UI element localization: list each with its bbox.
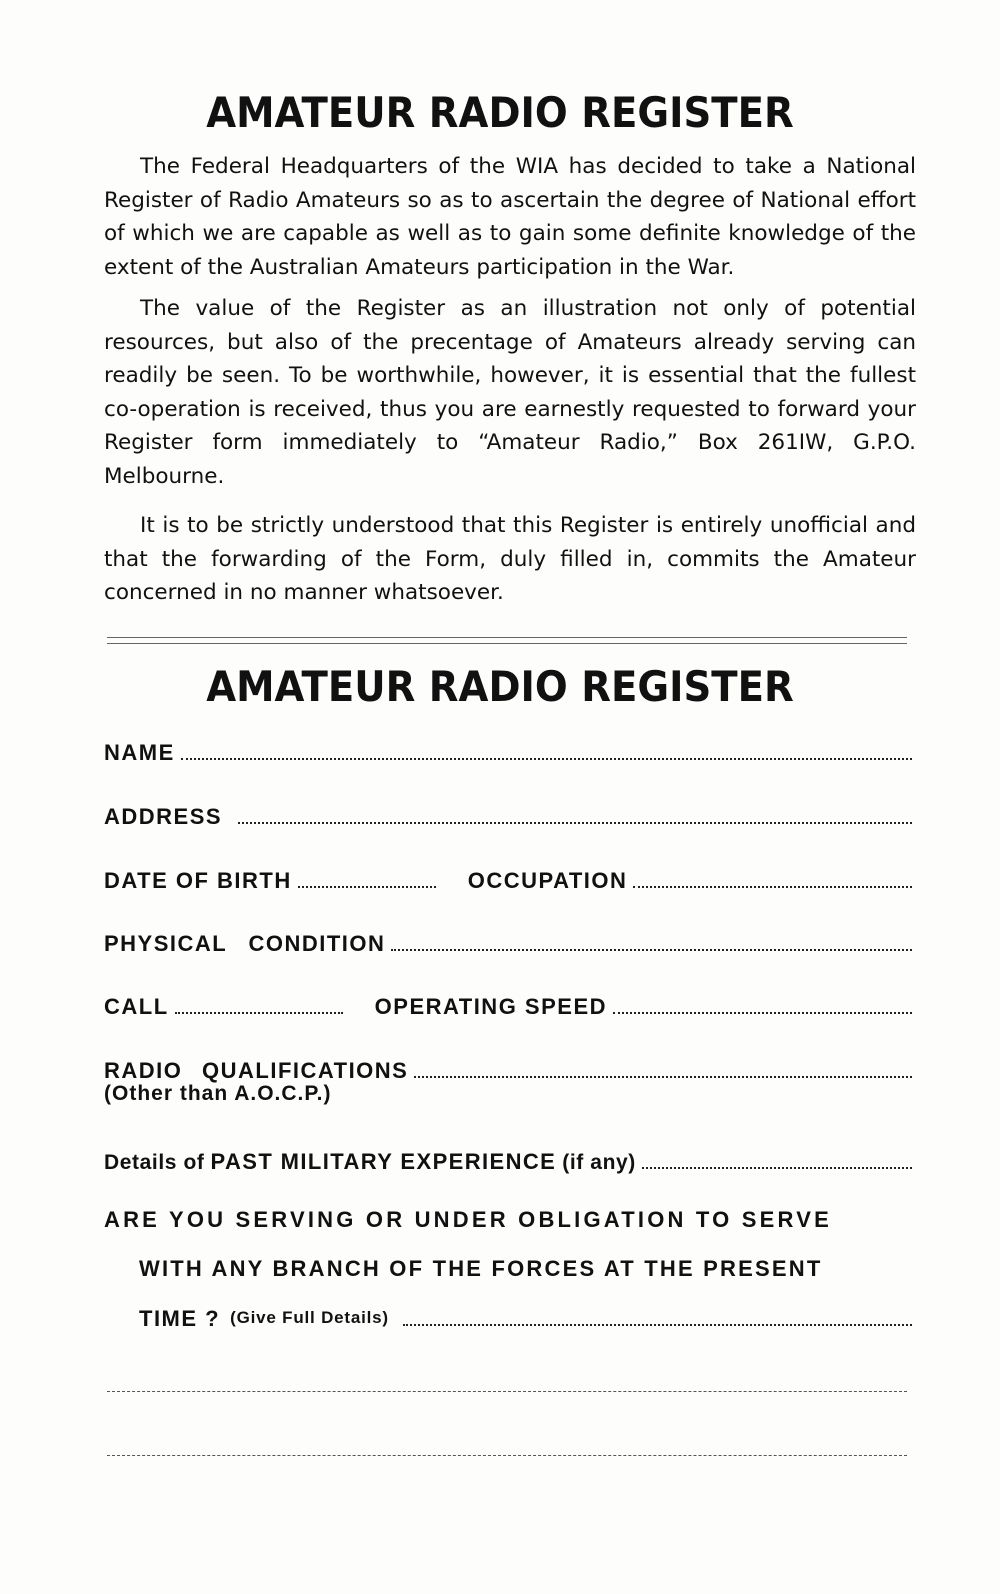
- physical-condition-field[interactable]: [104, 921, 916, 957]
- operating-speed-label: OPERATING SPEED: [374, 994, 608, 1019]
- serving-question-line-3: TIME ?: [139, 1306, 221, 1331]
- name-blank[interactable]: [181, 758, 912, 760]
- birth-occupation-row: [104, 858, 916, 894]
- serving-details-blank[interactable]: [403, 1324, 912, 1326]
- intro-paragraph-1: The Federal Headquarters of the WIA has decided to take a National Register of Radio Amateurs so as to ascertain the degree of National effort of which we are capable as well as to gain some definite knowledge of the extent of the Australian Amateurs participation in the War.: [104, 154, 916, 280]
- military-prefix: Details of: [104, 1151, 205, 1174]
- divider-line: [107, 643, 907, 644]
- occupation-label: OCCUPATION: [467, 868, 628, 893]
- radio-qualifications-blank[interactable]: [414, 1076, 912, 1078]
- serving-note: (Give Full Details): [230, 1308, 389, 1327]
- call-label: CALL: [104, 994, 169, 1019]
- radio-qualifications-field[interactable]: [104, 1048, 916, 1084]
- serving-details-field[interactable]: [139, 1296, 916, 1332]
- extra-answer-line-2[interactable]: [107, 1455, 907, 1456]
- military-label: PAST MILITARY EXPERIENCE: [210, 1149, 557, 1174]
- military-suffix: (if any): [562, 1151, 636, 1174]
- call-speed-row: [104, 984, 916, 1020]
- military-experience-field[interactable]: [104, 1139, 916, 1175]
- serving-question-line-2: WITH ANY BRANCH OF THE FORCES AT THE PRESENT: [139, 1256, 823, 1281]
- extra-answer-line-1[interactable]: [107, 1391, 907, 1392]
- date-of-birth-blank[interactable]: [298, 886, 436, 888]
- address-label: ADDRESS: [104, 804, 223, 829]
- address-blank[interactable]: [238, 822, 912, 824]
- name-field[interactable]: [104, 730, 916, 766]
- divider-line: [107, 637, 907, 638]
- form-title: AMATEUR RADIO REGISTER: [206, 662, 794, 711]
- date-of-birth-label: DATE OF BIRTH: [104, 868, 292, 893]
- operating-speed-blank[interactable]: [613, 1012, 912, 1014]
- serving-question-line-1: ARE YOU SERVING OR UNDER OBLIGATION TO SERVE: [104, 1207, 832, 1232]
- intro-paragraph-3: It is to be strictly understood that this Register is entirely unofficial and that the forwarding of the Form, duly filled in, commits the Amateur concerned in no manner whatsoever.: [104, 513, 916, 605]
- occupation-blank[interactable]: [633, 886, 912, 888]
- military-experience-blank[interactable]: [642, 1167, 912, 1169]
- radio-qualifications-note: (Other than A.O.C.P.): [104, 1082, 332, 1105]
- physical-condition-label: PHYSICAL CONDITION: [104, 931, 386, 956]
- call-blank[interactable]: [175, 1012, 343, 1014]
- page-title: AMATEUR RADIO REGISTER: [206, 88, 794, 137]
- intro-paragraph-2: The value of the Register as an illustration not only of potential resources, but also of the precentage of Amateurs already serving can readily be seen. To be worthwhile, however, it is essential that the fullest co-operation is received, thus you are earnestly requested to forward your Register form immediately to “Amateur Radio,” Box 261IW, G.P.O. Melbourne.: [104, 296, 916, 489]
- radio-qualifications-label: RADIO QUALIFICATIONS: [104, 1058, 409, 1083]
- name-label: NAME: [104, 740, 175, 765]
- physical-condition-blank[interactable]: [391, 949, 912, 951]
- address-field[interactable]: [104, 794, 916, 830]
